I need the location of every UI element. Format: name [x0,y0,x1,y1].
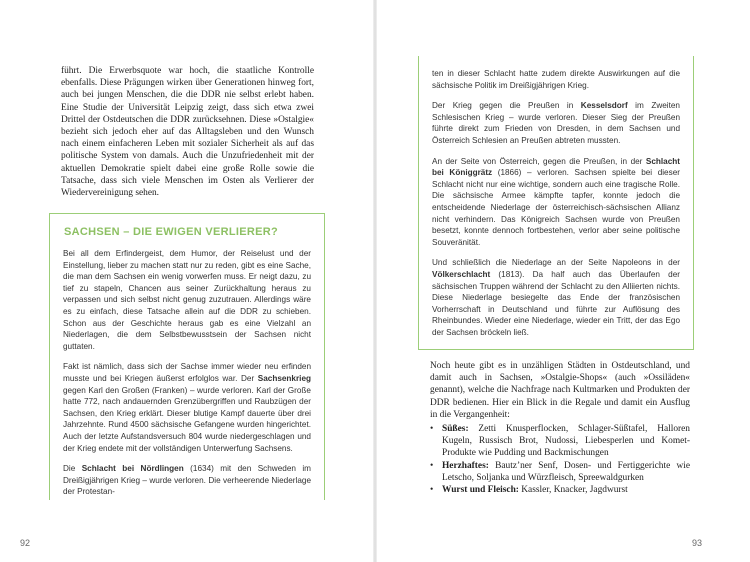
box-paragraph: Bei all dem Erfindergeist, dem Humor, der Reiselust und der Einstellung, lieber zu machen statt nur zu reden, gibt es eine Sache, die man dem Sachsen ein wenig vorwerfen muss. Er neigt dazu, zu tief zu stapeln, Chancen aus seiner Zurückhaltung heraus zu verpassen und sich selbst nicht genug zuzutrauen. Allerdings wäre es zu einfach, diese Tatsache allein auf die DDR zu schieben. Schon aus der Geschichte heraus gab es eine Vielzahl an Niederlagen, die dem Selbstbewusstsein der Sachsen nicht guttaten. [63,249,311,351]
box-paragraph: Und schließlich die Niederlage an der Seite Napoleons in der Völkerschlacht (1813). Da half auch das Überlaufen der sächsischen Truppen während der Schlacht zu den Alliierten nichts. Diese Niederlage besiegelte das Ende der französischen Vorherrschaft in Deutschland und führte zur Auflösung des Rheinbundes. Wieder eine Niederlage, wieder ein Tritt, der das Ego der Sachsen bröckeln ließ. [432,258,680,337]
box-content [63,248,311,507]
box-paragraph: ten in dieser Schlacht hatte zudem direkte Auswirkungen auf die sächsische Politik im Dreißigjährigen Krieg. [432,69,680,90]
list-item: • Herzhaftes: Bautz’ner Senf, Dosen- und Fertiggerichte wie Letscho, Soljanka und Würzfleisch, Spreewaldgurken [430,460,690,483]
body-paragraph: Noch heute gibt es in unzähligen Städten in Ostdeutschland, und damit auch in Sachsen, »Ostalgie-Shops« (auch »Ossiläden« genannt), welche die Nachfrage nach Kultmarken und Produkten der DDR bedienen. Hier ein Blick in die Regale und damit ein Ausflug in die Vergangenheit: • Süßes: Zetti Knusperflocken, Schlager-Süßtafel, Halloren Kugeln, Russisch Brot, Nudossi, Liebesperlen und Komet-Produkte wie Pudding und Backmischungen • Herzhaftes: Bautz’ner Senf, Dosen- und Fertiggerichte wie Letscho, Soljanka und Würzfleisch, Spreewaldgurken • Wurst und Fleisch: Kassler, Knacker, Jagdwurst [430,361,690,496]
box-paragraph: Fakt ist nämlich, dass sich der Sachse immer wieder neu erfinden musste und bei Kriegen äußerst erfolglos war. Der Sachsenkrieg gegen Karl den Großen (Franken) – wurde verloren. Karl der Große hatte 772, nach andauernden Grenzübergriffen und Raubzügen der Sachsen, den Krieg erklärt. Dieser blutige Kampf dauerte über drei Jahrzehnte. Rund 4500 sächsische Gefangene wurden hingerichtet. Auch der letzte Aufstandsversuch 804 wurde niedergeschlagen und der Krieg endete mit der vollständigen Unterwerfung Sachsens. [63,362,311,453]
list-item: • Süßes: Zetti Knusperflocken, Schlager-Süßtafel, Halloren Kugeln, Russisch Brot, Nudossi, Liebesperlen und Komet-Produkte wie Pudding und Backmischungen [430,424,690,459]
product-list [430,423,690,496]
list-item: • Wurst und Fleisch: Kassler, Knacker, Jagdwurst [430,485,628,496]
info-box-right [418,56,694,350]
box-paragraph: An der Seite von Österreich, gegen die Preußen, in der Schlacht bei Königgrätz (1866) – verloren. Sachsen spielte bei dieser Schlacht nicht nur eine wichtige, sondern auch eine tragische Rolle. Die sächsische Armee kämpfte tapfer, konnte jedoch die entscheidende Niederlage der österreichisch-sächsischen Allianz nicht verhindern. Das Königreich Sachsen wurde von Preußen besetzt, konnte dennoch fortbestehen, verlor aber seine politische Souveränität. [432,156,680,247]
box-title: SACHSEN – DIE EWIGEN VERLIERER? [64,226,279,238]
page-number: 93 [691,538,702,548]
box-content [432,68,680,347]
info-box-left [49,213,325,500]
box-paragraph: Der Krieg gegen die Preußen in Kesselsdorf im Zweiten Schlesischen Krieg – wurde verloren. Dieser Sieg der Preußen führte direkt zum Frieden von Dresden, in dem Sachsen und Österreich Schlesien an Preußen abtreten mussten. [432,101,680,145]
page-number: 92 [20,538,31,548]
intro-paragraph: führt. Die Erwerbsquote war hoch, die staatliche Kontrolle ebenfalls. Diese Prägungen wirken über Generationen hinweg fort, auch bei jungen Menschen, die die DDR nie selbst erlebt haben. Eine Studie der Universität Leipzig zeigt, dass sich etwa zwei Drittel der Ostdeutschen die DDR zurücksehnen. Diese »Ostalgie« bezieht sich jedoch eher auf das Alltagsleben und den Wunsch nach einem einfacheren Leben mit sozialer Sicherheit als auf das politische System von damals. Auch die Unzufriedenheit mit der aktuellen Demokratie spielt dabei eine große Rolle sowie die Tatsache, dass sich viele Menschen im Osten als Verlierer der Wiedervereinigung sehen. [61,66,314,199]
right-page [375,0,750,562]
box-paragraph: Die Schlacht bei Nördlingen (1634) mit den Schweden im Dreißigjährigen Krieg – wurde verloren. Die verheerende Niederlage der Protestan- [63,464,312,497]
